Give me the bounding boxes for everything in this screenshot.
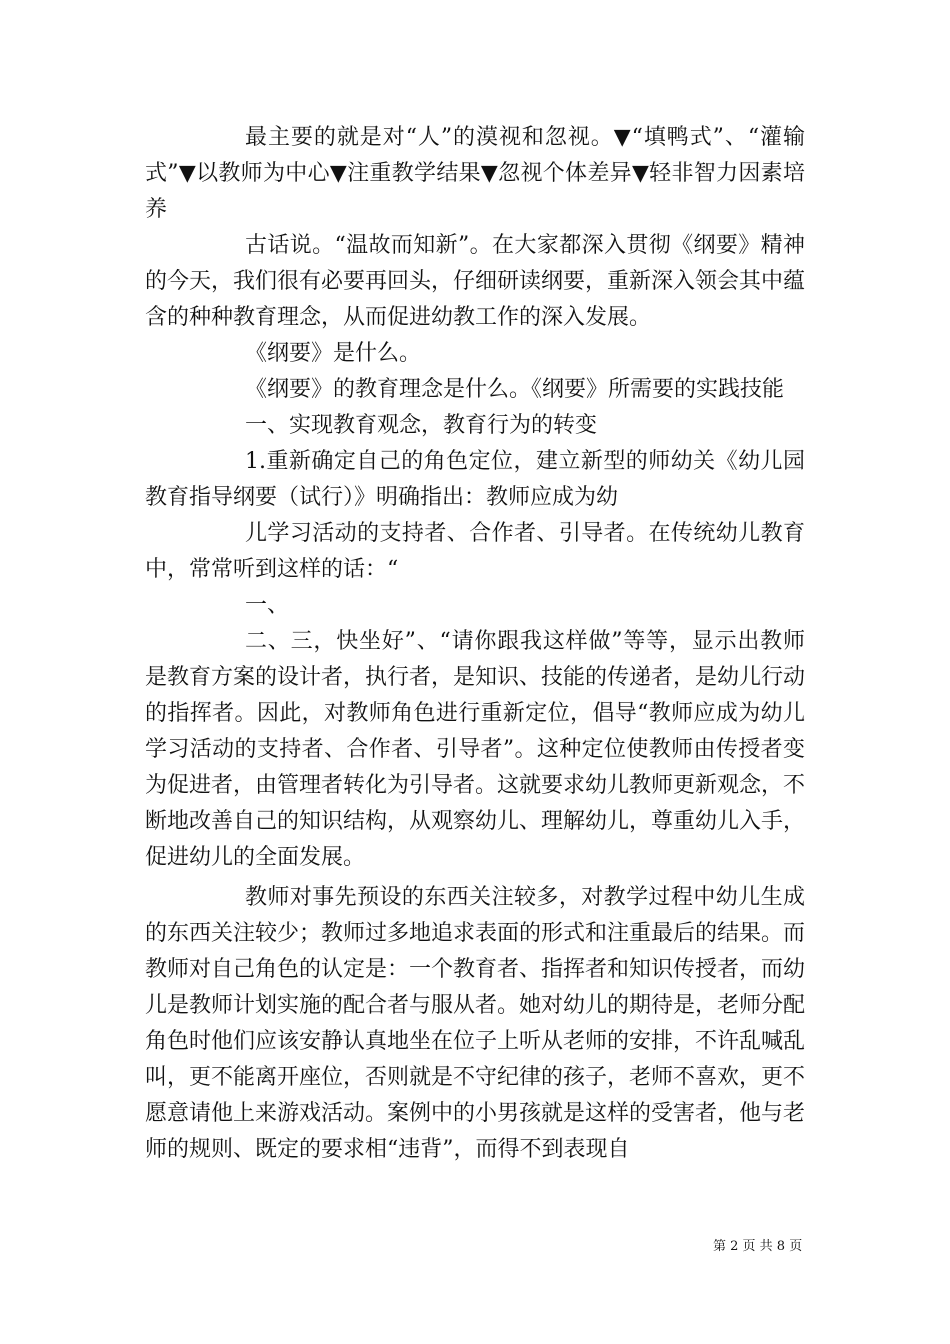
paragraph-7: 一、 [245,593,290,618]
paragraph-4: 《纲要》的教育理念是什么。《纲要》所需要的实践技能 [245,377,785,402]
paragraph-5: 1.重新确定自己的角色定位，建立新型的师幼关《幼儿园教育指导纲要（试行）》明确指出：教师应成为幼 [145,449,805,510]
paragraph-3: 《纲要》是什么。 [245,341,422,366]
paragraph-2: 古话说。“温故而知新”。在大家都深入贯彻《纲要》精神的今天，我们很有必要再回头，仔细研读纲要，重新深入领会其中蕴含的种种教育理念，从而促进幼教工作的深入发展。 [145,233,806,330]
section-heading: 一、实现教育观念，教育行为的转变 [245,413,598,438]
document-body [145,120,805,1168]
paragraph-1: 最主要的就是对“人”的漠视和忽视。▼“填鸭式”、“灌输式”▼以教师为中心▼注重教学结果▼忽视个体差异▼轻非智力因素培养 [145,125,805,222]
page-number-footer: 第 2 页 共 8 页 [713,1239,803,1254]
paragraph-8: 二、三，快坐好”、“请你跟我这样做”等等，显示出教师是教育方案的设计者，执行者，是知识、技能的传递者，是幼儿行动的指挥者。因此，对教师角色进行重新定位，倡导“教师应成为幼儿学习活动的支持者、合作者、引导者”。这种定位使教师由传授者变为促进者，由管理者转化为引导者。这就要求幼儿教师更新观念，不断地改善自己的知识结构，从观察幼儿、理解幼儿，尊重幼儿入手，促进幼儿的全面发展。 [145,629,806,870]
paragraph-9: 教师对事先预设的东西关注较多，对教学过程中幼儿生成的东西关注较少；教师过多地追求表面的形式和注重最后的结果。而教师对自己角色的认定是：一个教育者、指挥者和知识传授者，而幼儿是教师计划实施的配合者与服从者。她对幼儿的期待是，老师分配角色时他们应该安静认真地坐在位子上听从老师的安排，不许乱喊乱叫，更不能离开座位，否则就是不守纪律的孩子，老师不喜欢，更不愿意请他上来游戏活动。案例中的小男孩就是这样的受害者，他与老师的规则、既定的要求相“违背”，而得不到表现自 [145,885,806,1162]
paragraph-6: 儿学习活动的支持者、合作者、引导者。在传统幼儿教育中，常常听到这样的话：“ [145,521,805,582]
